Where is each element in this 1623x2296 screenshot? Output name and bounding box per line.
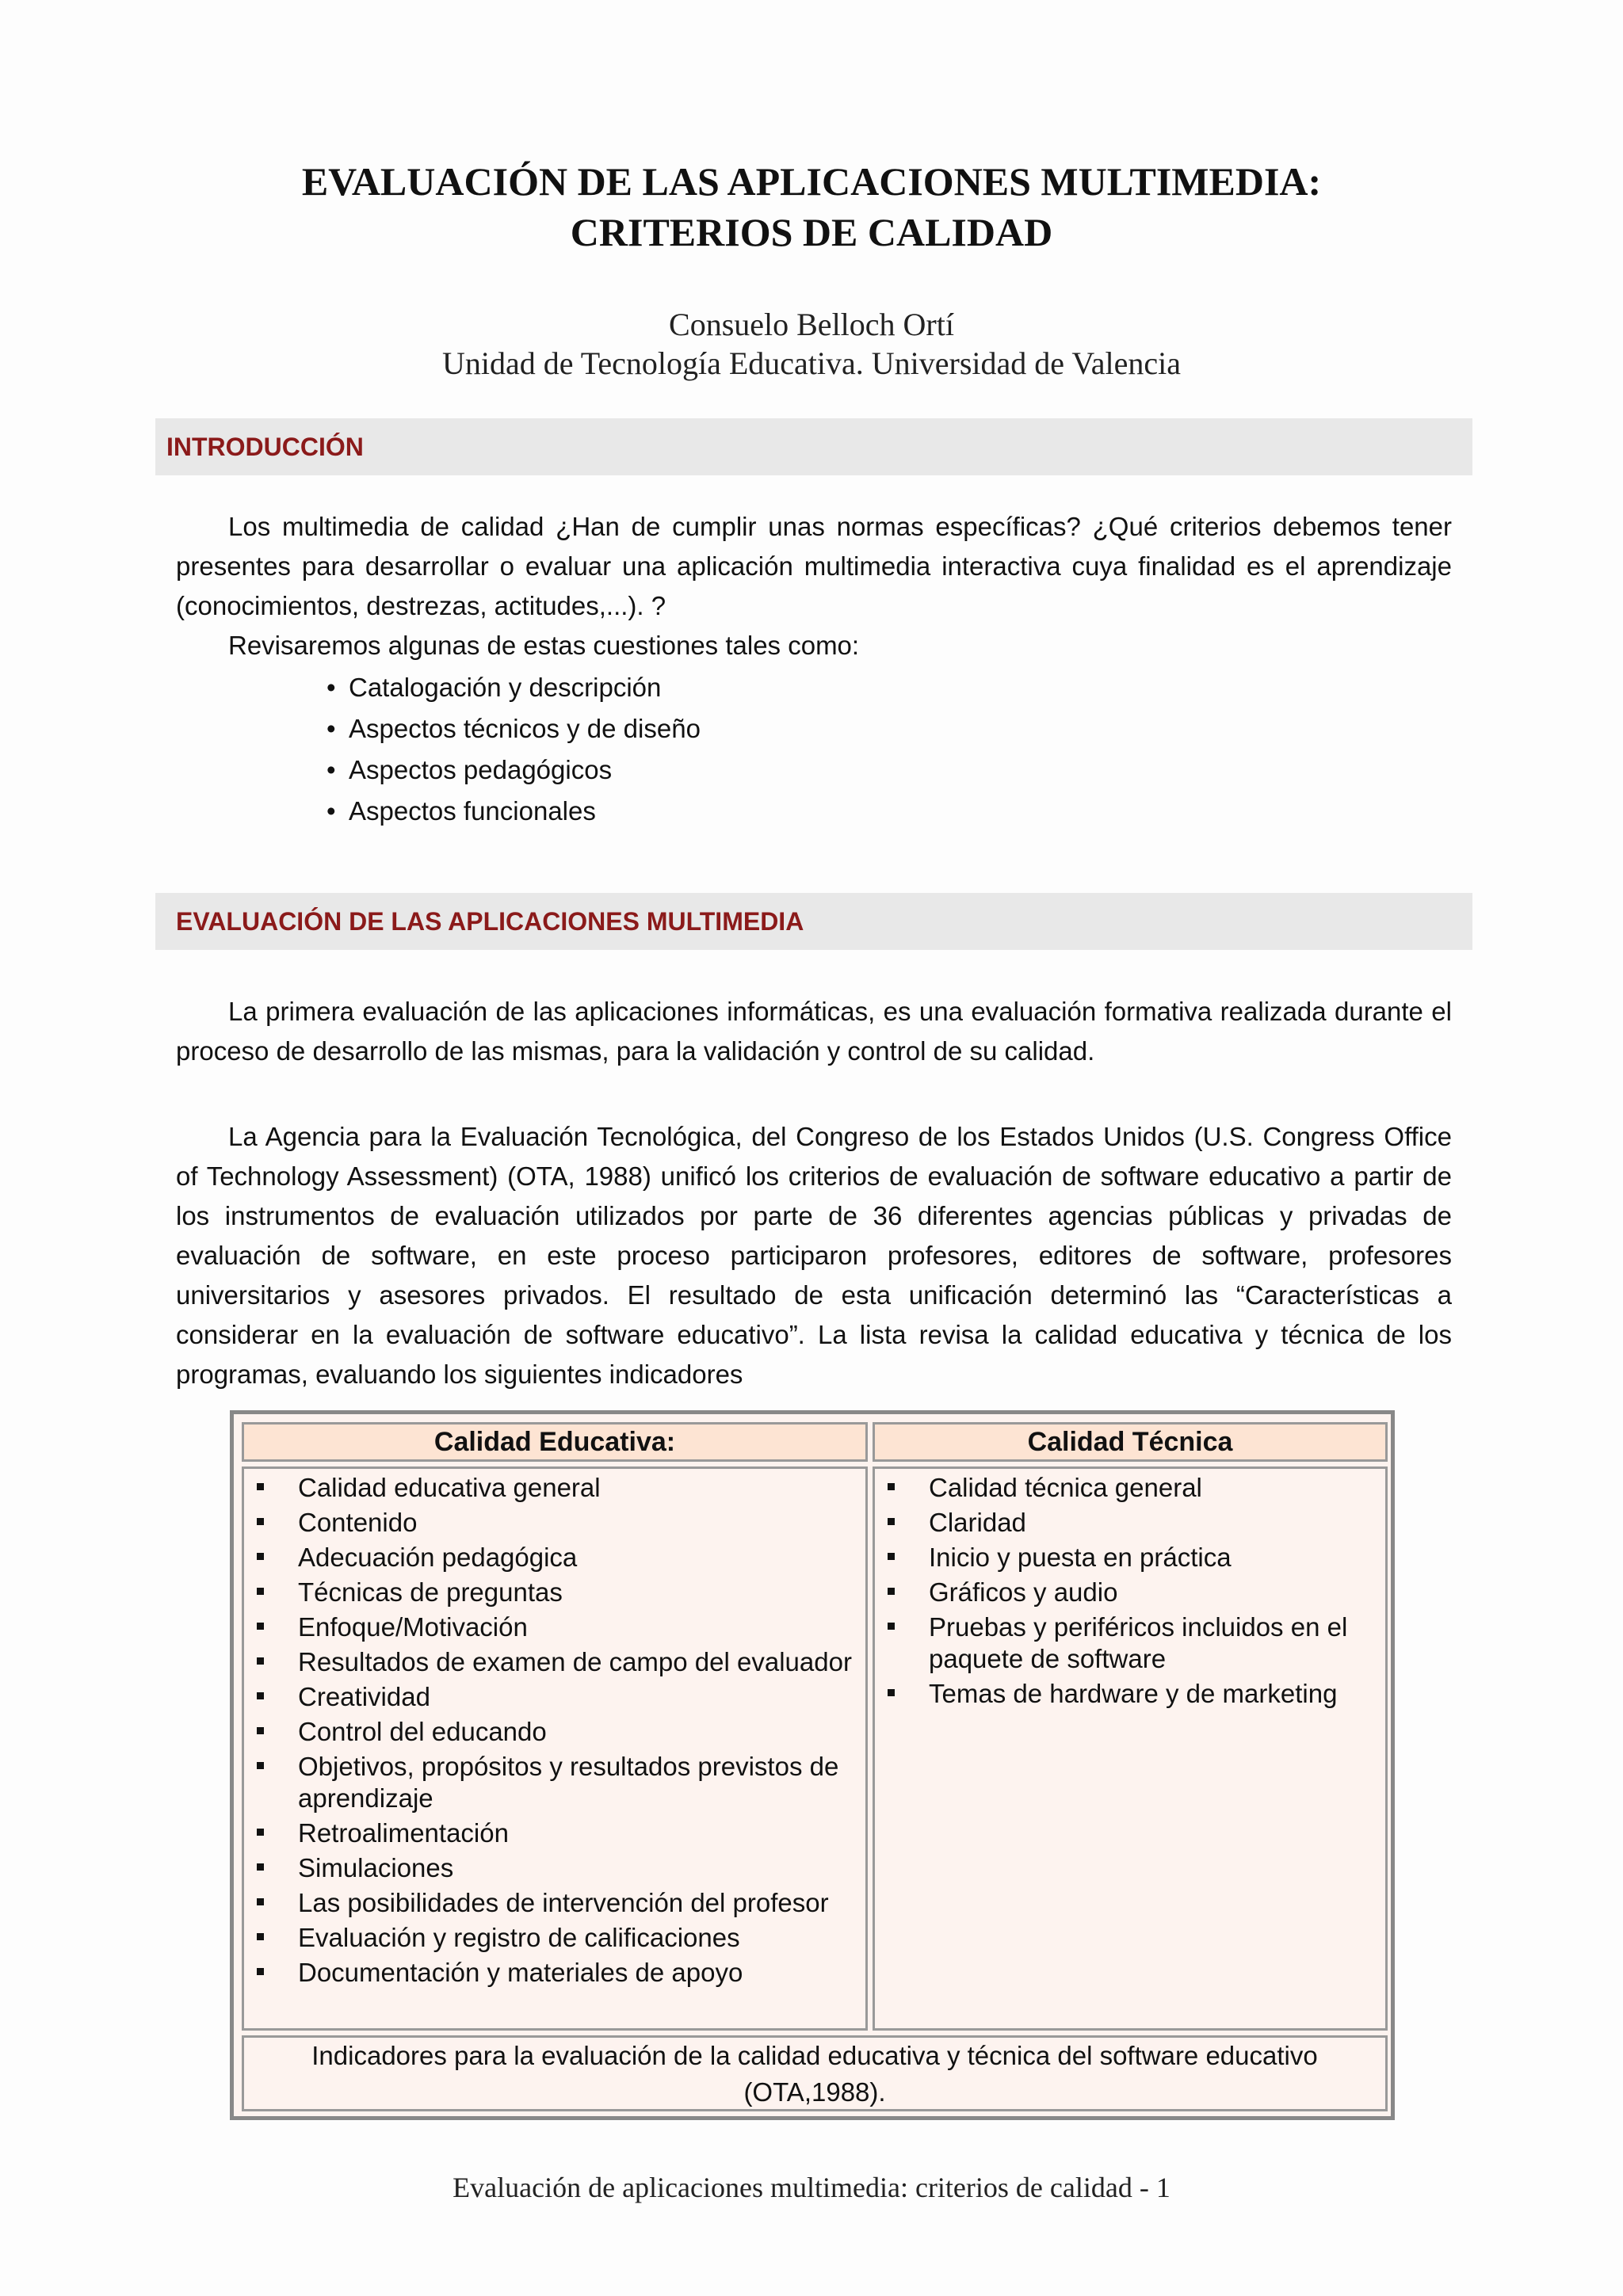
list-item: Enfoque/Motivación	[252, 1611, 862, 1643]
intro-paragraph: Los multimedia de calidad ¿Han de cumplir unas normas específicas? ¿Qué criterios debemos tener presentes para desarrollar o evaluar una aplicación multimedia interactiva cuya finalidad es el aprendizaje (conocimientos, destrezas, actitudes,...). ?	[176, 512, 1452, 620]
list-item: Pruebas y periféricos incluidos en el paquete de software	[883, 1611, 1382, 1675]
section-heading-label: EVALUACIÓN DE LAS APLICACIONES MULTIMEDIA	[176, 907, 804, 936]
educativa-list	[252, 1472, 862, 1992]
list-item: Creatividad	[252, 1681, 862, 1713]
list-item: Adecuación pedagógica	[252, 1542, 862, 1573]
eval-paragraph-2: La Agencia para la Evaluación Tecnológica, del Congreso de los Estados Unidos (U.S. Congress Office of Technology Assessment) (OTA, 1988) unificó los criterios de evaluación de software educativo a partir de los instrumentos de evaluación utilizados por parte de 36 diferentes agencias públicas y privadas de evaluación de software, en este proceso participaron profesores, editores de software, profesores universitarios y asesores privados. El resultado de esta unificación determinó las “Características a considerar en la evaluación de software educativo”. La lista revisa la calidad educativa y técnica de los programas, evaluando los siguientes indicadores	[176, 1122, 1452, 1389]
list-item: Documentación y materiales de apoyo	[252, 1957, 862, 1989]
list-item: • Aspectos funcionales	[327, 791, 701, 832]
list-item: Calidad técnica general	[883, 1472, 1382, 1504]
intro-lead: Revisaremos algunas de estas cuestiones tales como:	[228, 631, 860, 660]
list-item: Las posibilidades de intervención del profesor	[252, 1887, 862, 1919]
list-item: Inicio y puesta en práctica	[883, 1542, 1382, 1573]
table-header-calidad-educativa: Calidad Educativa:	[242, 1422, 868, 1462]
document-title-line-2: CRITERIOS DE CALIDAD	[570, 210, 1053, 254]
list-item: • Aspectos pedagógicos	[327, 749, 701, 791]
list-item: Contenido	[252, 1507, 862, 1539]
table-cell-calidad-tecnica	[873, 1466, 1388, 2031]
list-item: Gráficos y audio	[883, 1577, 1382, 1608]
page-footer: Evaluación de aplicaciones multimedia: criterios de calidad - 1	[453, 2172, 1170, 2203]
list-item: Temas de hardware y de marketing	[883, 1678, 1382, 1710]
table-caption: Indicadores para la evaluación de la calidad educativa y técnica del software educativo (OTA,1988).	[242, 2035, 1388, 2111]
section-heading-evaluacion	[155, 893, 1472, 950]
list-item: Retroalimentación	[252, 1817, 862, 1849]
intro-bullet-list	[327, 667, 701, 832]
eval-paragraph-1: La primera evaluación de las aplicaciones informáticas, es una evaluación formativa realizada durante el proceso de desarrollo de las mismas, para la validación y control de su calidad.	[176, 997, 1452, 1066]
list-item: Técnicas de preguntas	[252, 1577, 862, 1608]
list-item: • Catalogación y descripción	[327, 667, 701, 708]
tecnica-list	[883, 1472, 1382, 1713]
list-item: Simulaciones	[252, 1852, 862, 1884]
section-heading-introduccion	[155, 418, 1472, 475]
list-item: Resultados de examen de campo del evaluador	[252, 1646, 862, 1678]
author-affiliation: Unidad de Tecnología Educativa. Universidad de Valencia	[441, 345, 1182, 381]
list-item: • Aspectos técnicos y de diseño	[327, 708, 701, 749]
section-heading-label: INTRODUCCIÓN	[166, 433, 364, 461]
table-header-calidad-tecnica: Calidad Técnica	[873, 1422, 1388, 1462]
table-cell-calidad-educativa	[242, 1466, 868, 2031]
indicators-table	[230, 1410, 1395, 2120]
document-title-line-1: EVALUACIÓN DE LAS APLICACIONES MULTIMEDIA:	[301, 159, 1322, 204]
author-name: Consuelo Belloch Ortí	[669, 307, 954, 342]
list-item: Objetivos, propósitos y resultados previstos de aprendizaje	[252, 1751, 862, 1814]
list-item: Calidad educativa general	[252, 1472, 862, 1504]
list-item: Control del educando	[252, 1716, 862, 1748]
list-item: Evaluación y registro de calificaciones	[252, 1922, 862, 1954]
list-item: Claridad	[883, 1507, 1382, 1539]
